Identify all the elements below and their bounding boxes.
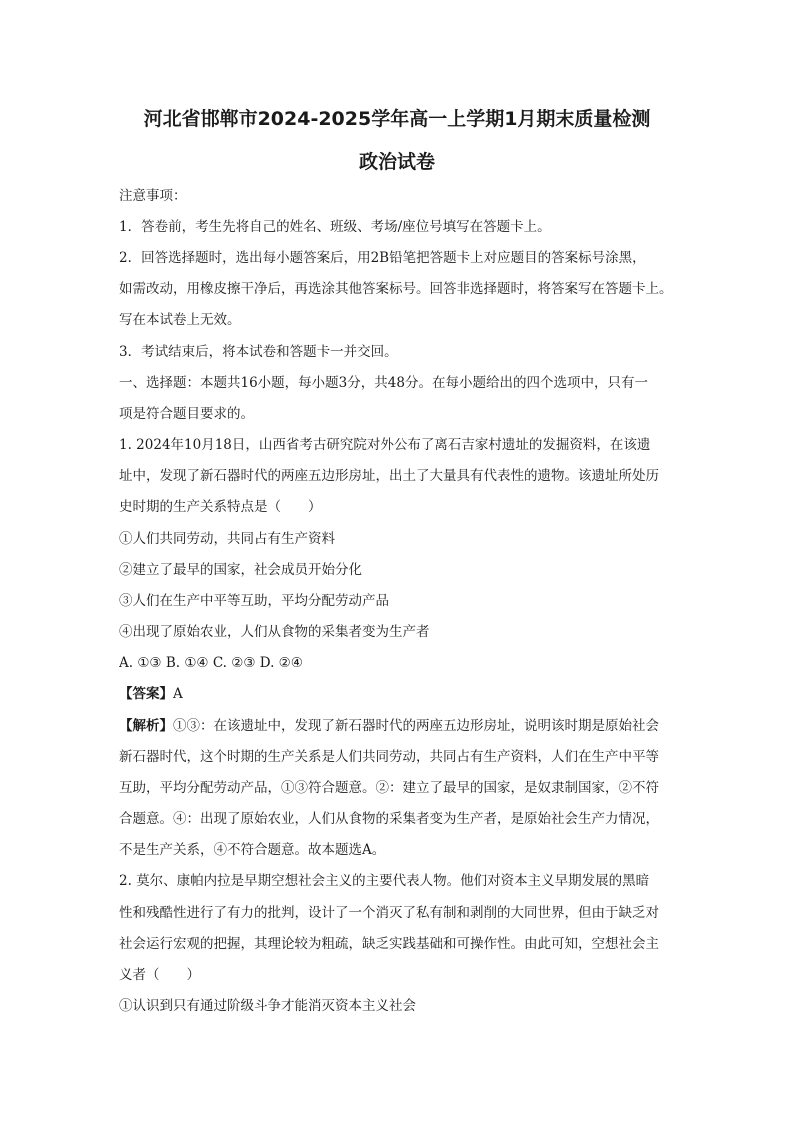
answer-label: 【答案】 [119,686,173,702]
q1-option-1: ①人们共同劳动，共同占有生产资料 [119,531,335,547]
q1-stem-line-2: 址中，发现了新石器时代的两座五边形房址，出土了大量具有代表性的遗物。该遗址所处历 [119,468,659,484]
q1-answer [119,686,679,702]
q1-option-4: ④出现了原始农业，人们从食物的采集者变为生产者 [119,624,430,640]
analysis-label: 【解析】 [119,718,173,734]
q1-analysis-line-3: 互助，平均分配劳动产品，①③符合题意。②：建立了最早的国家，是奴隶制国家，②不符 [119,780,659,796]
notice-item-1: 1．答卷前，考生先将自己的姓名、班级、考场/座位号填写在答题卡上。 [119,219,551,235]
q1-stem-line-1: 1. 2024年10月18日，山西省考古研究院对外公布了离石吉家村遗址的发掘资料，在该遗 [119,437,651,453]
q1-analysis-line-1 [119,718,679,734]
notice-item-2-line-1: 2．回答选择题时，选出每小题答案后，用2B铅笔把答题卡上对应题目的答案标号涂黑， [119,250,646,266]
q1-analysis-line-2: 新石器时代，这个时期的生产关系是人们共同劳动，共同占有生产资料，人们在生产中平等 [119,749,659,765]
section-header-line-2: 项是符合题目要求的。 [119,406,254,422]
notice-item-2-line-2: 如需改动，用橡皮擦干净后，再选涂其他答案标号。回答非选择题时，将答案写在答题卡上。 [119,281,673,297]
section-header-line-1: 一、选择题：本题共16小题，每小题3分，共48分。在每小题给出的四个选项中，只有一 [119,375,648,391]
answer-value: A [173,686,183,702]
q1-analysis-line-4: 合题意。④：出现了原始农业，人们从食物的采集者变为生产者，是原始社会生产力情况， [119,811,659,827]
q2-stem-line-2: 性和残酷性进行了有力的批判，设计了一个消灭了私有制和剥削的大同世界，但由于缺乏对 [119,905,659,921]
q1-stem-line-3: 史时期的生产关系特点是（ ） [119,499,322,515]
document-subtitle: 政治试卷 [358,151,435,173]
analysis-text: ①③：在该遗址中，发现了新石器时代的两座五边形房址，说明该时期是原始社会 [173,718,659,734]
notice-heading: 注意事项： [119,188,187,204]
q1-option-3: ③人们在生产中平等互助，平均分配劳动产品 [119,593,389,609]
q1-option-2: ②建立了最早的国家，社会成员开始分化 [119,562,362,578]
document-title: 河北省邯郸市2024-2025学年高一上学期1月期末质量检测 [143,108,651,130]
q1-choices: A. ①③ B. ①④ C. ②③ D. ②④ [119,655,303,671]
notice-item-2-line-3: 写在本试卷上无效。 [119,312,241,328]
notice-item-3: 3．考试结束后，将本试卷和答题卡一并交回。 [119,344,398,360]
q2-stem-line-1: 2. 莫尔、康帕内拉是早期空想社会主义的主要代表人物。他们对资本主义早期发展的黑暗 [119,873,650,889]
q2-option-1: ①认识到只有通过阶级斗争才能消灭资本主义社会 [119,998,416,1014]
q2-stem-line-4: 义者（ ） [119,967,200,983]
q1-analysis-line-5: 不是生产关系，④不符合题意。故本题选A。 [119,842,386,858]
q2-stem-line-3: 社会运行宏观的把握，其理论较为粗疏，缺乏实践基础和可操作性。由此可知，空想社会主 [119,936,659,952]
